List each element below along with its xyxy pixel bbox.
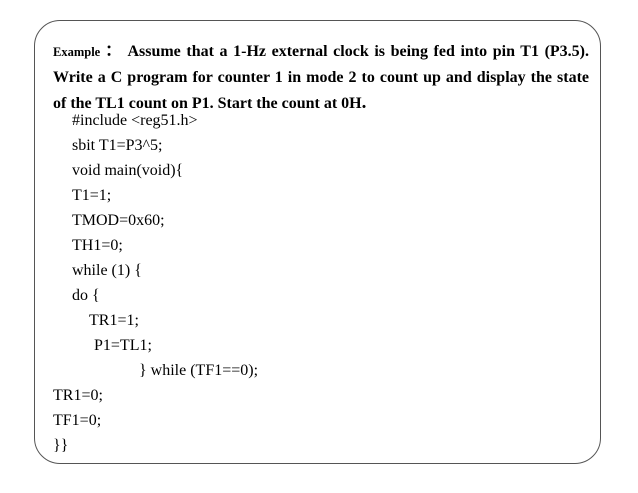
code-line-tr1-clear: TR1=0;: [53, 387, 103, 404]
problem-period: .: [361, 92, 367, 113]
code-line-tr1-set: TR1=1;: [89, 312, 139, 329]
code-line-sbit: sbit T1=P3^5;: [72, 137, 163, 154]
code-line-while: while (1) {: [72, 262, 142, 279]
code-line-include: #include <reg51.h>: [72, 112, 198, 129]
code-line-do: do {: [72, 287, 100, 304]
code-line-while-tf1: } while (TF1==0);: [139, 362, 259, 379]
code-line-t1-set: T1=1;: [72, 187, 112, 204]
code-line-tmod: TMOD=0x60;: [72, 212, 165, 229]
code-line-closing-braces: }}: [53, 437, 69, 454]
problem-text: Assume that a 1-Hz external clock is being fed into pin T1 (P3.5). Write a C program for counter 1 in mode 2 to count up and display the state of the TL1 count on P1. Start the count at 0H: [53, 43, 590, 112]
example-label: Example: [53, 45, 101, 59]
code-line-main: void main(void){: [72, 162, 184, 179]
code-line-tf1-clear: TF1=0;: [53, 412, 102, 429]
problem-statement: [53, 38, 589, 116]
example-colon: ：: [103, 40, 125, 60]
code-line-th1: TH1=0;: [72, 237, 123, 254]
code-line-p1-assign: P1=TL1;: [94, 337, 152, 354]
